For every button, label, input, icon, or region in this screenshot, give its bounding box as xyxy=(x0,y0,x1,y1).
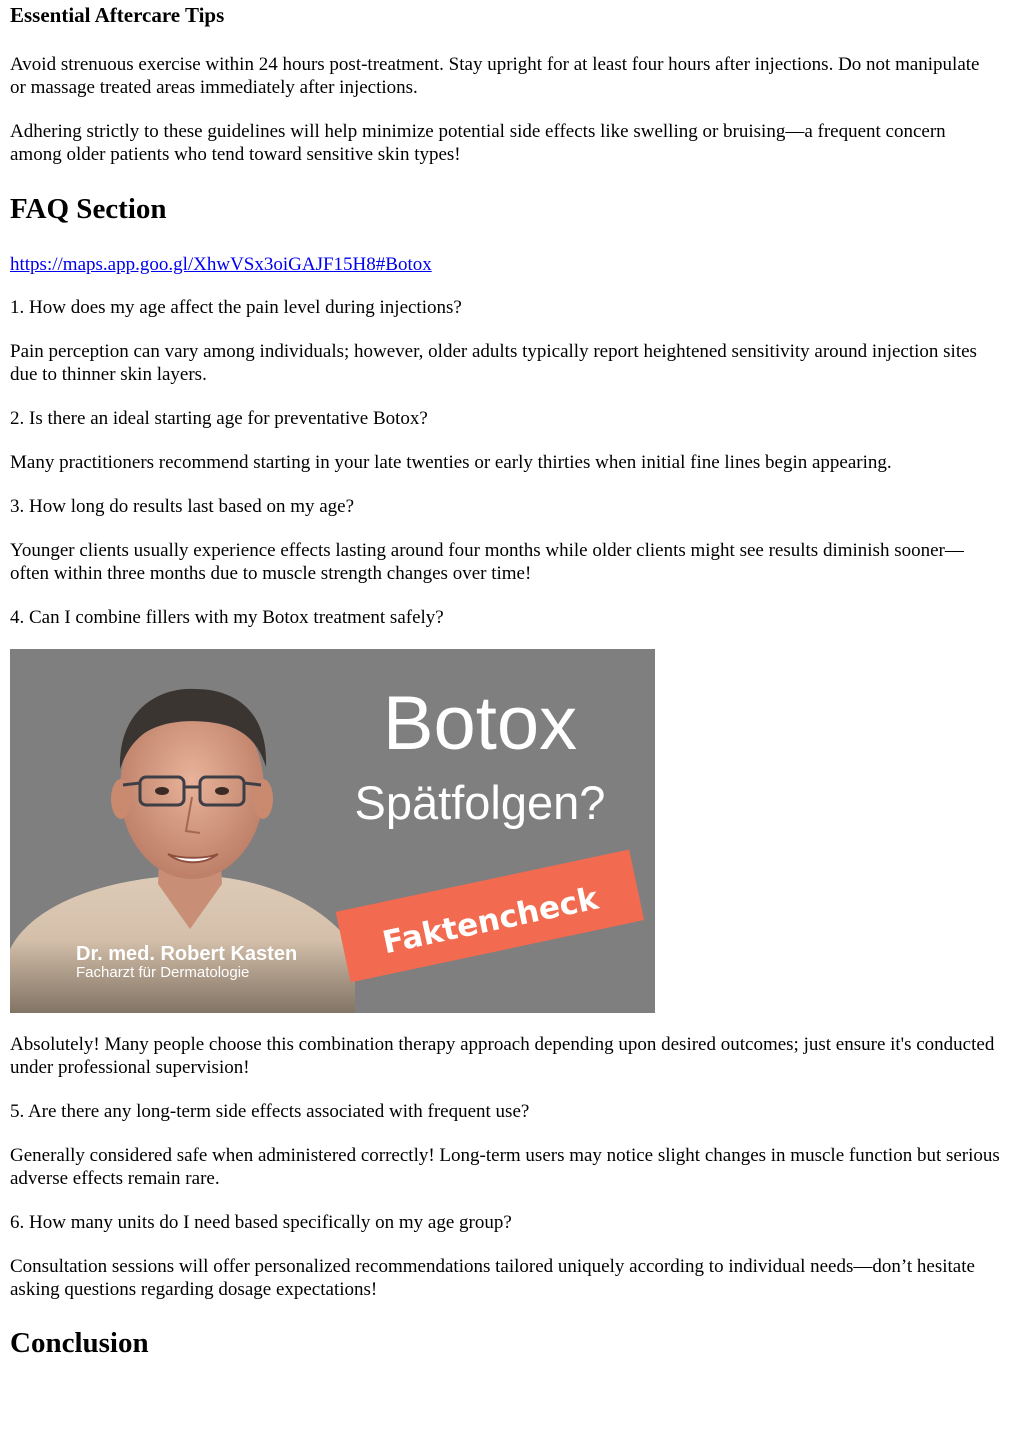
thumbnail-banner: Faktencheck xyxy=(379,880,602,962)
aftercare-paragraph: Adhering strictly to these guidelines will help minimize potential side effects like swelling or bruising—a frequent concern among older patients who tend toward sensitive skin types! xyxy=(10,121,946,165)
aftercare-paragraph: Avoid strenuous exercise within 24 hours post-treatment. Stay upright for at least four hours after injections. Do not manipulate or massage treated areas immediately after injections. xyxy=(10,54,980,98)
faq-question: 4. Can I combine fillers with my Botox treatment safely? xyxy=(10,607,444,628)
thumbnail-doctor-name: Dr. med. Robert Kasten xyxy=(76,943,298,965)
thumbnail-doctor-title: Facharzt für Dermatologie xyxy=(76,964,250,981)
faq-heading: FAQ Section xyxy=(10,193,167,225)
video-thumbnail[interactable] xyxy=(10,649,655,1013)
faq-link-paragraph xyxy=(10,253,1000,276)
faq-question: 2. Is there an ideal starting age for preventative Botox? xyxy=(10,408,428,429)
conclusion-heading: Conclusion xyxy=(10,1327,149,1359)
thumbnail-subtitle: Spätfolgen? xyxy=(354,776,606,829)
thumbnail-title: Botox xyxy=(382,681,578,766)
faq-question: 5. Are there any long-term side effects associated with frequent use? xyxy=(10,1101,530,1122)
maps-link[interactable]: https://maps.app.goo.gl/XhwVSx3oiGAJF15H8#Botox xyxy=(10,254,432,275)
thumbnail-artwork xyxy=(10,649,655,1013)
faq-question: 3. How long do results last based on my age? xyxy=(10,496,355,517)
faq-question: 1. How does my age affect the pain level during injections? xyxy=(10,297,462,318)
aftercare-heading: Essential Aftercare Tips xyxy=(10,3,225,27)
faq-answer: Younger clients usually experience effects lasting around four months while older clients might see results diminish sooner—often within three months due to muscle strength changes over time! xyxy=(10,540,964,584)
faq-answer: Pain perception can vary among individuals; however, older adults typically report heightened sensitivity around injection sites due to thinner skin layers. xyxy=(10,341,977,385)
faq-answer: Generally considered safe when administered correctly! Long-term users may notice slight changes in muscle function but serious adverse effects remain rare. xyxy=(10,1145,1000,1189)
faq-answer: Absolutely! Many people choose this combination therapy approach depending upon desired outcomes; just ensure it's conducted under professional supervision! xyxy=(10,1034,995,1078)
faq-answer: Consultation sessions will offer personalized recommendations tailored uniquely according to individual needs—don’t hesitate asking questions regarding dosage expectations! xyxy=(10,1256,975,1300)
faq-question: 6. How many units do I need based specifically on my age group? xyxy=(10,1212,512,1233)
faq-answer: Many practitioners recommend starting in your late twenties or early thirties when initial fine lines begin appearing. xyxy=(10,452,892,473)
